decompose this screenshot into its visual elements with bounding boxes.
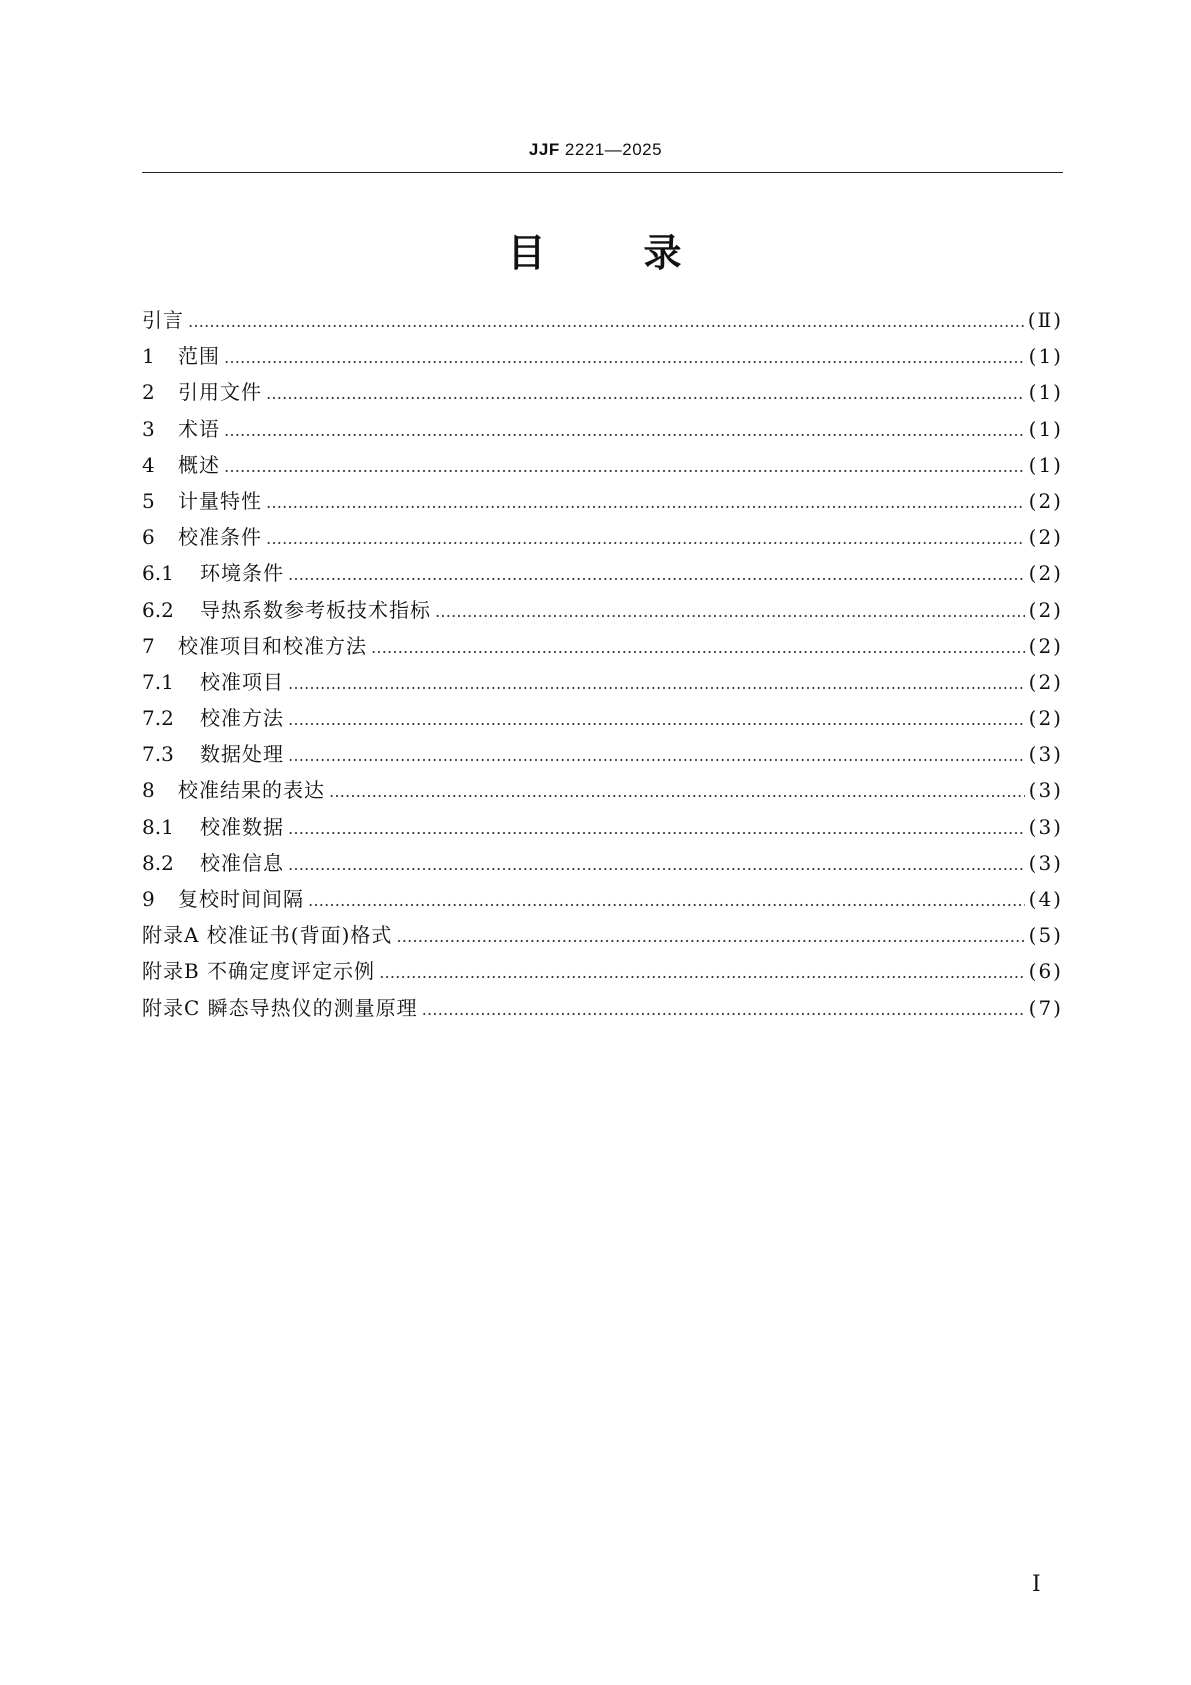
toc-entry-9[interactable] [142,883,1063,919]
toc-entry-page: (3) [1028,814,1063,839]
toc-entry-title: 复校时间间隔 [178,887,304,911]
toc-entry-7-3[interactable] [142,738,1063,774]
toc-entry-title: 校准项目 [200,669,284,694]
toc-entry-7-1[interactable] [142,666,1063,702]
toc-entry-1[interactable] [142,340,1063,376]
toc-dot-leader [379,963,1025,982]
page-number: Ⅰ [1032,1572,1041,1597]
toc-entry-number: 7.1 [142,669,174,694]
toc-entry-appendix-a[interactable] [142,919,1063,955]
toc-entry-title: 附录C 瞬态导热仪的测量原理 [142,995,418,1020]
toc-entry-6[interactable] [142,521,1063,557]
toc-dot-leader [288,855,1025,874]
toc-entry-page: (3) [1028,850,1063,875]
toc-entry-title: 附录B 不确定度评定示例 [142,959,376,984]
toc-entry-number: 6.1 [142,561,174,586]
toc-entry-title: 概述 [178,452,220,477]
toc-entry-number: 6 [142,525,155,550]
toc-entry-page: (1) [1028,452,1063,477]
toc-entry-page: (2) [1028,488,1063,513]
document-code-prefix: JJF [528,140,560,159]
toc-entry-page: (2) [1028,597,1063,622]
toc-entry-page: (1) [1028,416,1063,441]
toc-entry-appendix-c[interactable] [142,992,1063,1028]
toc-dot-leader [288,565,1025,584]
toc-entry-title: 引用文件 [178,380,262,405]
toc-entry-number: 8.1 [142,814,174,839]
toc-dot-leader [308,891,1025,910]
toc-entry-title: 导热系数参考板技术指标 [200,597,431,622]
toc-dot-leader [224,457,1025,476]
toc-entry-page: (6) [1028,959,1063,984]
toc-entry-7-2[interactable] [142,702,1063,738]
toc-dot-leader [266,529,1025,548]
toc-dot-leader [188,312,1024,331]
toc-entry-title: 校准项目和校准方法 [178,633,367,658]
toc-entry-page: (7) [1028,995,1063,1020]
header-rule [142,172,1063,173]
toc-entry-title: 引言 [142,308,184,332]
toc-entry-number: 8.2 [142,850,174,875]
toc-entry-title: 环境条件 [200,561,284,586]
toc-entry-title: 校准条件 [178,525,262,550]
toc-entry-8-1[interactable] [142,811,1063,847]
toc-entry-number: 7 [142,633,155,658]
toc-dot-leader [329,782,1025,801]
toc-entry-8-2[interactable] [142,847,1063,883]
toc-dot-leader [435,602,1025,621]
toc-entry-2[interactable] [142,376,1063,412]
toc-entry-appendix-b[interactable] [142,955,1063,991]
toc-entry-number: 6.2 [142,597,174,622]
toc-entry-page: (Ⅱ) [1027,308,1063,332]
toc-entry-page: (1) [1028,344,1063,369]
toc-entry-page: (1) [1028,380,1063,405]
toc-dot-leader [371,638,1025,657]
table-of-contents [142,304,1063,1028]
toc-entry-number: 9 [142,887,155,911]
toc-entry-3[interactable] [142,413,1063,449]
toc-entry-title: 计量特性 [178,488,262,513]
toc-entry-title: 校准数据 [200,814,284,839]
toc-entry-page: (2) [1028,525,1063,550]
toc-entry-8[interactable] [142,774,1063,810]
toc-entry-page: (5) [1028,923,1063,948]
toc-entry-number: 1 [142,344,155,369]
toc-dot-leader [266,493,1025,512]
toc-dot-leader [288,710,1025,729]
toc-entry-number: 2 [142,380,155,405]
toc-dot-leader [422,1000,1025,1019]
page-title-char-1: 目 [507,231,548,275]
toc-entry-6-1[interactable] [142,557,1063,593]
toc-entry-number: 7.2 [142,706,174,731]
toc-entry-page: (2) [1028,561,1063,586]
toc-entry-title: 术语 [178,416,220,441]
document-code-number: 2221—2025 [559,140,663,159]
toc-entry-intro[interactable] [142,304,1063,340]
toc-entry-title: 校准信息 [200,850,284,875]
toc-dot-leader [288,746,1025,765]
toc-entry-number: 3 [142,416,155,441]
toc-entry-page: (3) [1028,742,1063,767]
toc-entry-6-2[interactable] [142,594,1063,630]
page-title [0,222,1191,277]
toc-dot-leader [288,674,1025,693]
toc-entry-7[interactable] [142,630,1063,666]
toc-entry-title: 数据处理 [200,742,284,767]
toc-entry-5[interactable] [142,485,1063,521]
toc-dot-leader [266,384,1025,403]
toc-entry-number: 8 [142,778,155,803]
toc-entry-title: 校准方法 [200,706,284,731]
toc-entry-title: 附录A 校准证书(背面)格式 [142,923,393,948]
toc-entry-4[interactable] [142,449,1063,485]
toc-entry-page: (2) [1028,706,1063,731]
toc-entry-page: (3) [1028,778,1063,803]
toc-entry-number: 7.3 [142,742,174,767]
toc-dot-leader [224,348,1025,367]
toc-entry-number: 5 [142,488,155,513]
document-code-header [0,140,1191,160]
page-title-char-2: 录 [643,231,684,275]
toc-entry-title: 校准结果的表达 [178,778,325,803]
toc-entry-title: 范围 [178,344,220,369]
toc-entry-number: 4 [142,452,155,477]
toc-entry-page: (2) [1028,669,1063,694]
toc-entry-page: (2) [1028,633,1063,658]
toc-entry-page: (4) [1028,887,1063,911]
toc-dot-leader [396,927,1024,946]
toc-dot-leader [224,421,1025,440]
toc-dot-leader [288,819,1025,838]
